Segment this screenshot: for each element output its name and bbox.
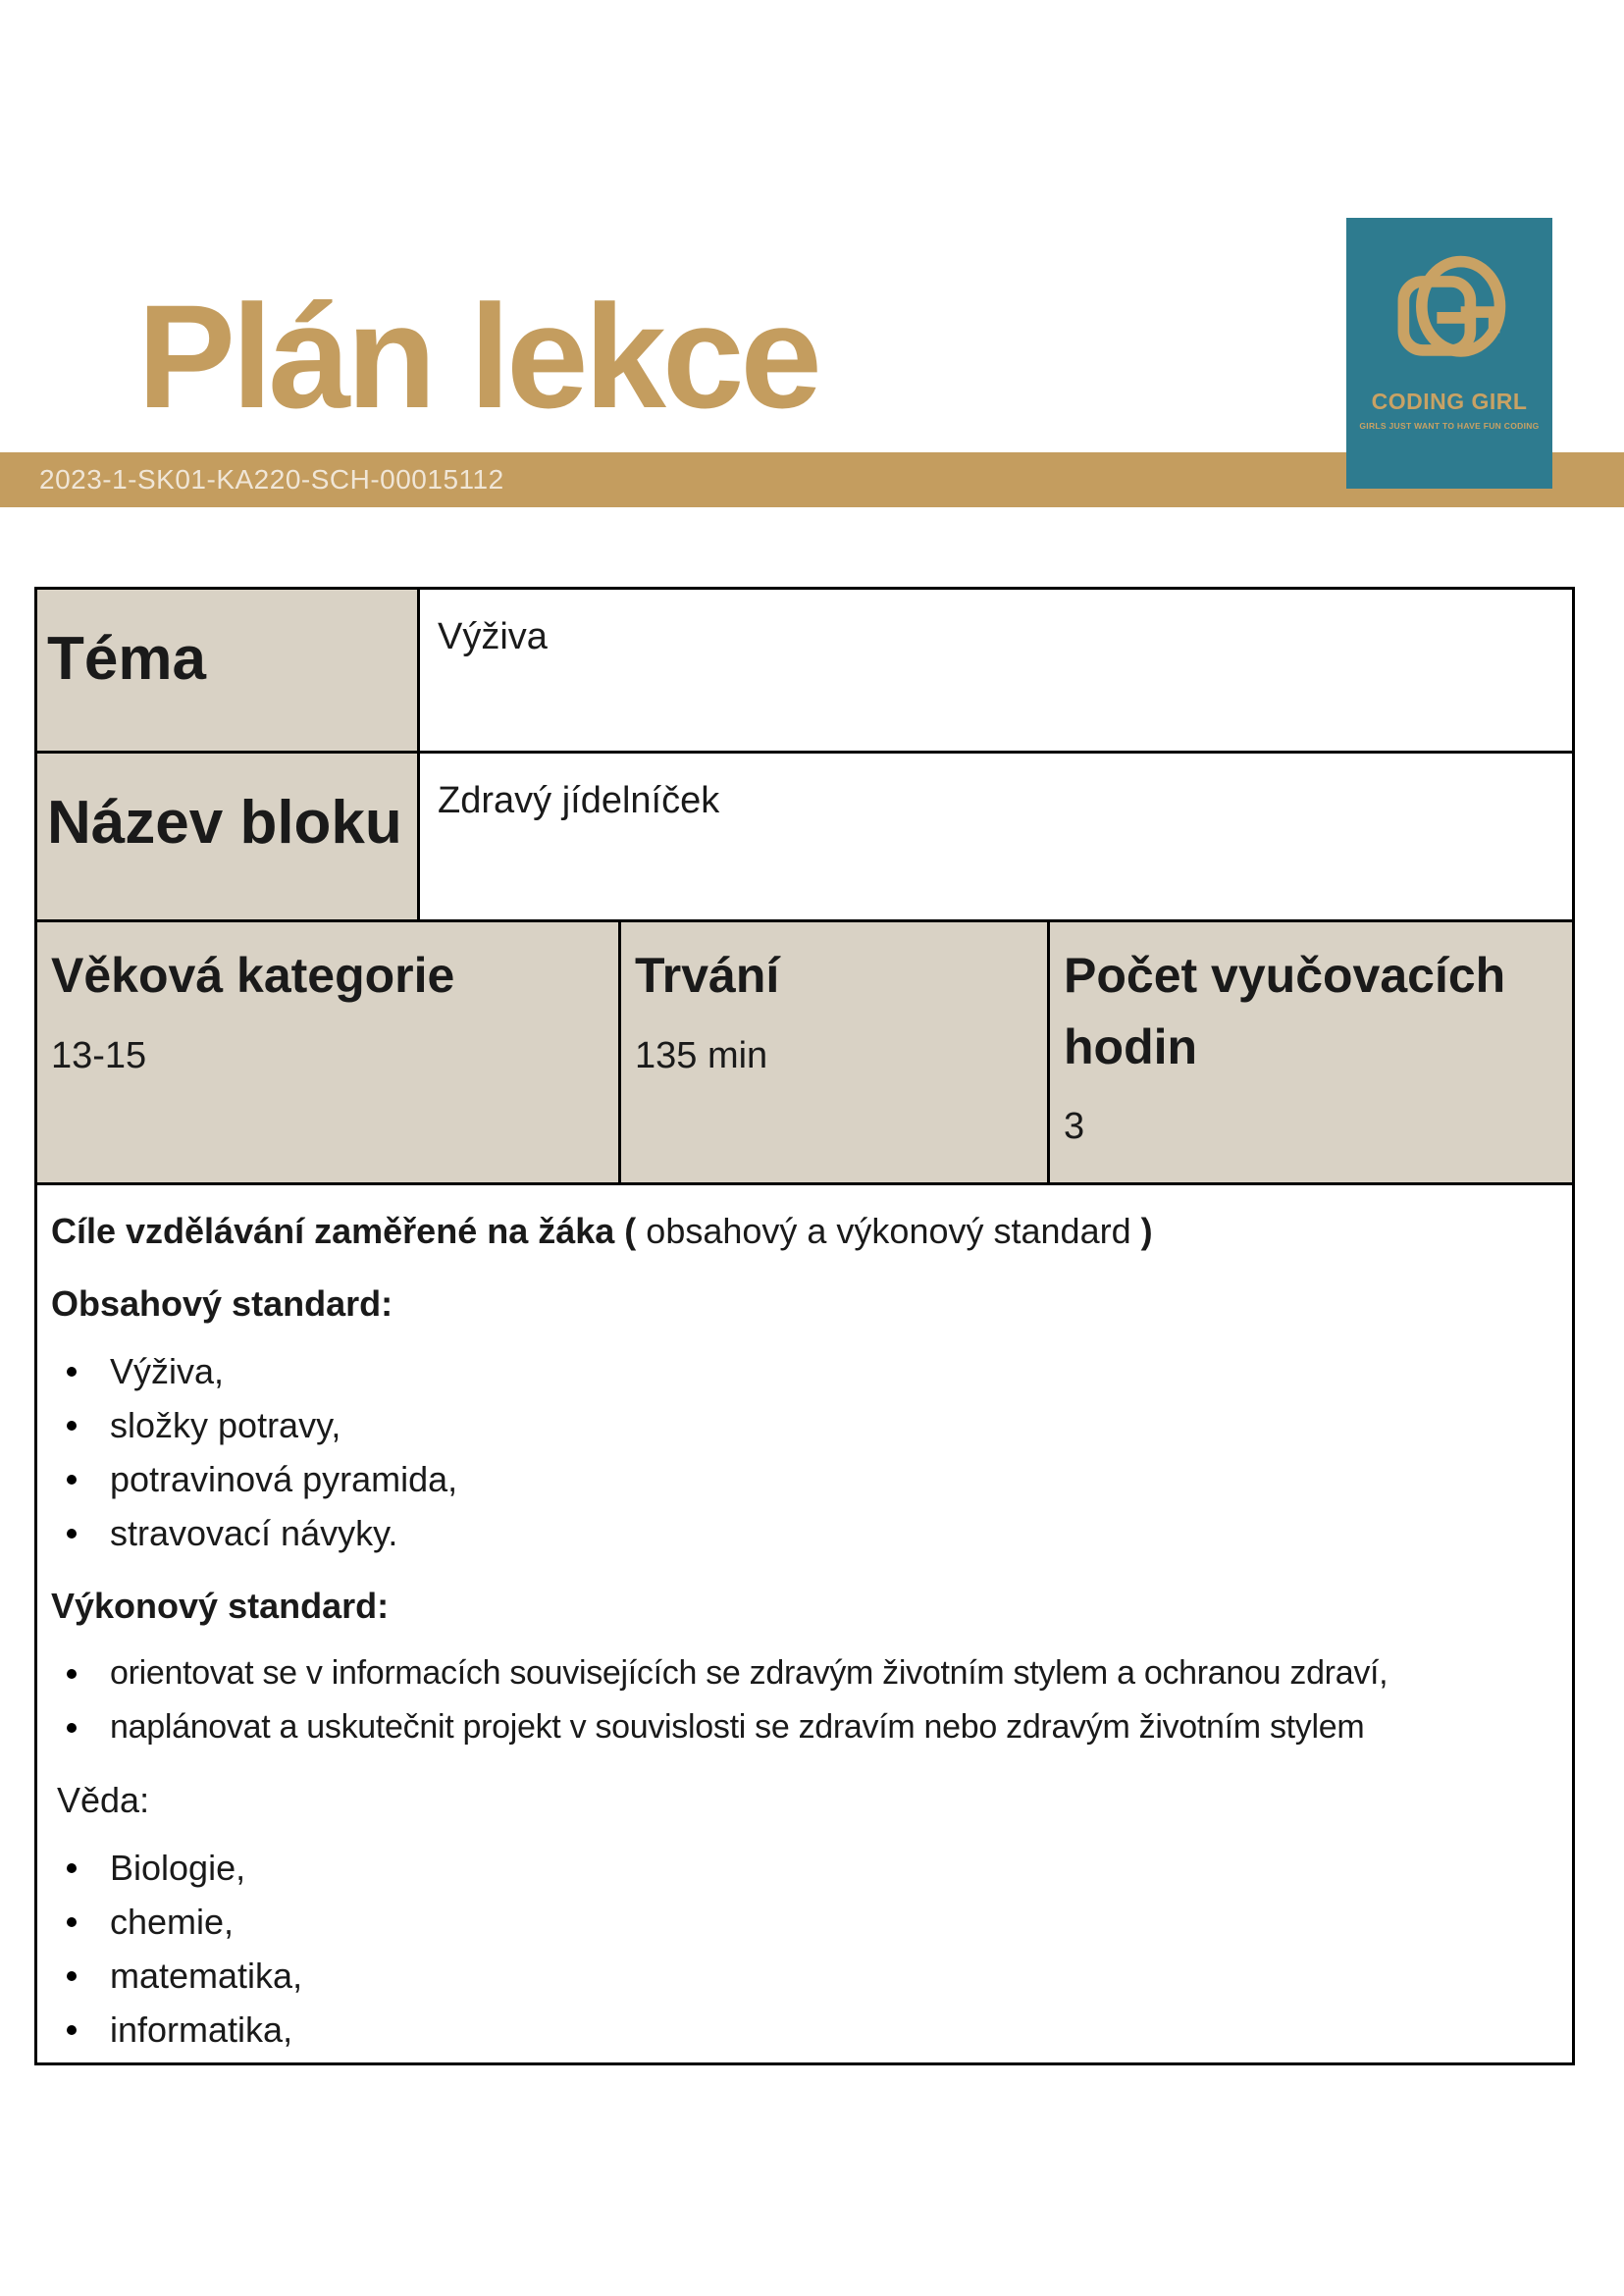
tema-label: Téma [47,625,206,693]
list-item: chemie, [51,1895,1556,1949]
nazev-bloku-label: Název bloku [47,789,402,857]
goals-heading-regular: obsahový a výkonový standard [636,1211,1141,1251]
vekova-kategorie-value: 13-15 [51,1034,147,1076]
coding-girl-monogram-icon [1391,247,1507,381]
coding-girl-logo [1346,218,1552,489]
trvani-value: 135 min [635,1034,768,1076]
performance-standard-label: Výkonový standard: [51,1586,390,1626]
logo-tagline: GIRLS JUST WANT TO HAVE FUN CODING [1359,421,1540,431]
list-item: naplánovat a uskutečnit projekt v souvislosti se zdravím nebo zdravým životním stylem [51,1700,1556,1754]
nazev-bloku-value-cell [420,754,1572,919]
goals-section [37,1185,1572,2062]
content-standard-list [51,1344,1556,1560]
list-item: složky potravy, [51,1398,1556,1452]
pocet-hodin-value: 3 [1064,1106,1085,1147]
tema-label-cell [37,590,420,751]
trvani-cell [621,922,1050,1182]
list-item: informatika, [51,2003,1556,2057]
goals-heading-bold-close: ) [1140,1211,1153,1251]
goals-heading-bold-open: Cíle vzdělávání zaměřené na žáka ( [51,1211,637,1251]
content-standard-label: Obsahový standard: [51,1283,393,1324]
tema-value: Výživa [438,616,548,657]
project-code: 2023-1-SK01-KA220-SCH-00015112 [39,464,504,495]
pocet-hodin-cell [1050,922,1572,1182]
pocet-hodin-label: Počet vyučovacích hodin [1064,948,1506,1074]
table-row-tema [37,590,1572,754]
list-item: stravovací návyky. [51,1506,1556,1560]
vekova-kategorie-label: Věková kategorie [51,948,455,1003]
performance-standard-list [51,1646,1556,1754]
science-list [51,1841,1556,2057]
trvani-label: Trvání [635,948,780,1003]
list-item: Biologie, [51,1841,1556,1895]
goals-heading [51,1205,1556,1258]
list-item: potravinová pyramida, [51,1452,1556,1506]
page-title: Plán lekce [137,274,818,439]
table-row-details [37,922,1572,1185]
nazev-bloku-value: Zdravý jídelníček [438,780,720,821]
vekova-kategorie-cell [37,922,621,1182]
science-label: Věda: [57,1780,150,1820]
lesson-table [34,587,1575,2065]
table-row-nazev-bloku [37,754,1572,922]
list-item: Výživa, [51,1344,1556,1398]
list-item: orientovat se v informacích souvisejících se zdravým životním stylem a ochranou zdraví, [51,1646,1556,1700]
list-item: matematika, [51,1949,1556,2003]
tema-value-cell [420,590,1572,751]
nazev-bloku-label-cell [37,754,420,919]
logo-name: CODING GIRL [1371,389,1528,414]
